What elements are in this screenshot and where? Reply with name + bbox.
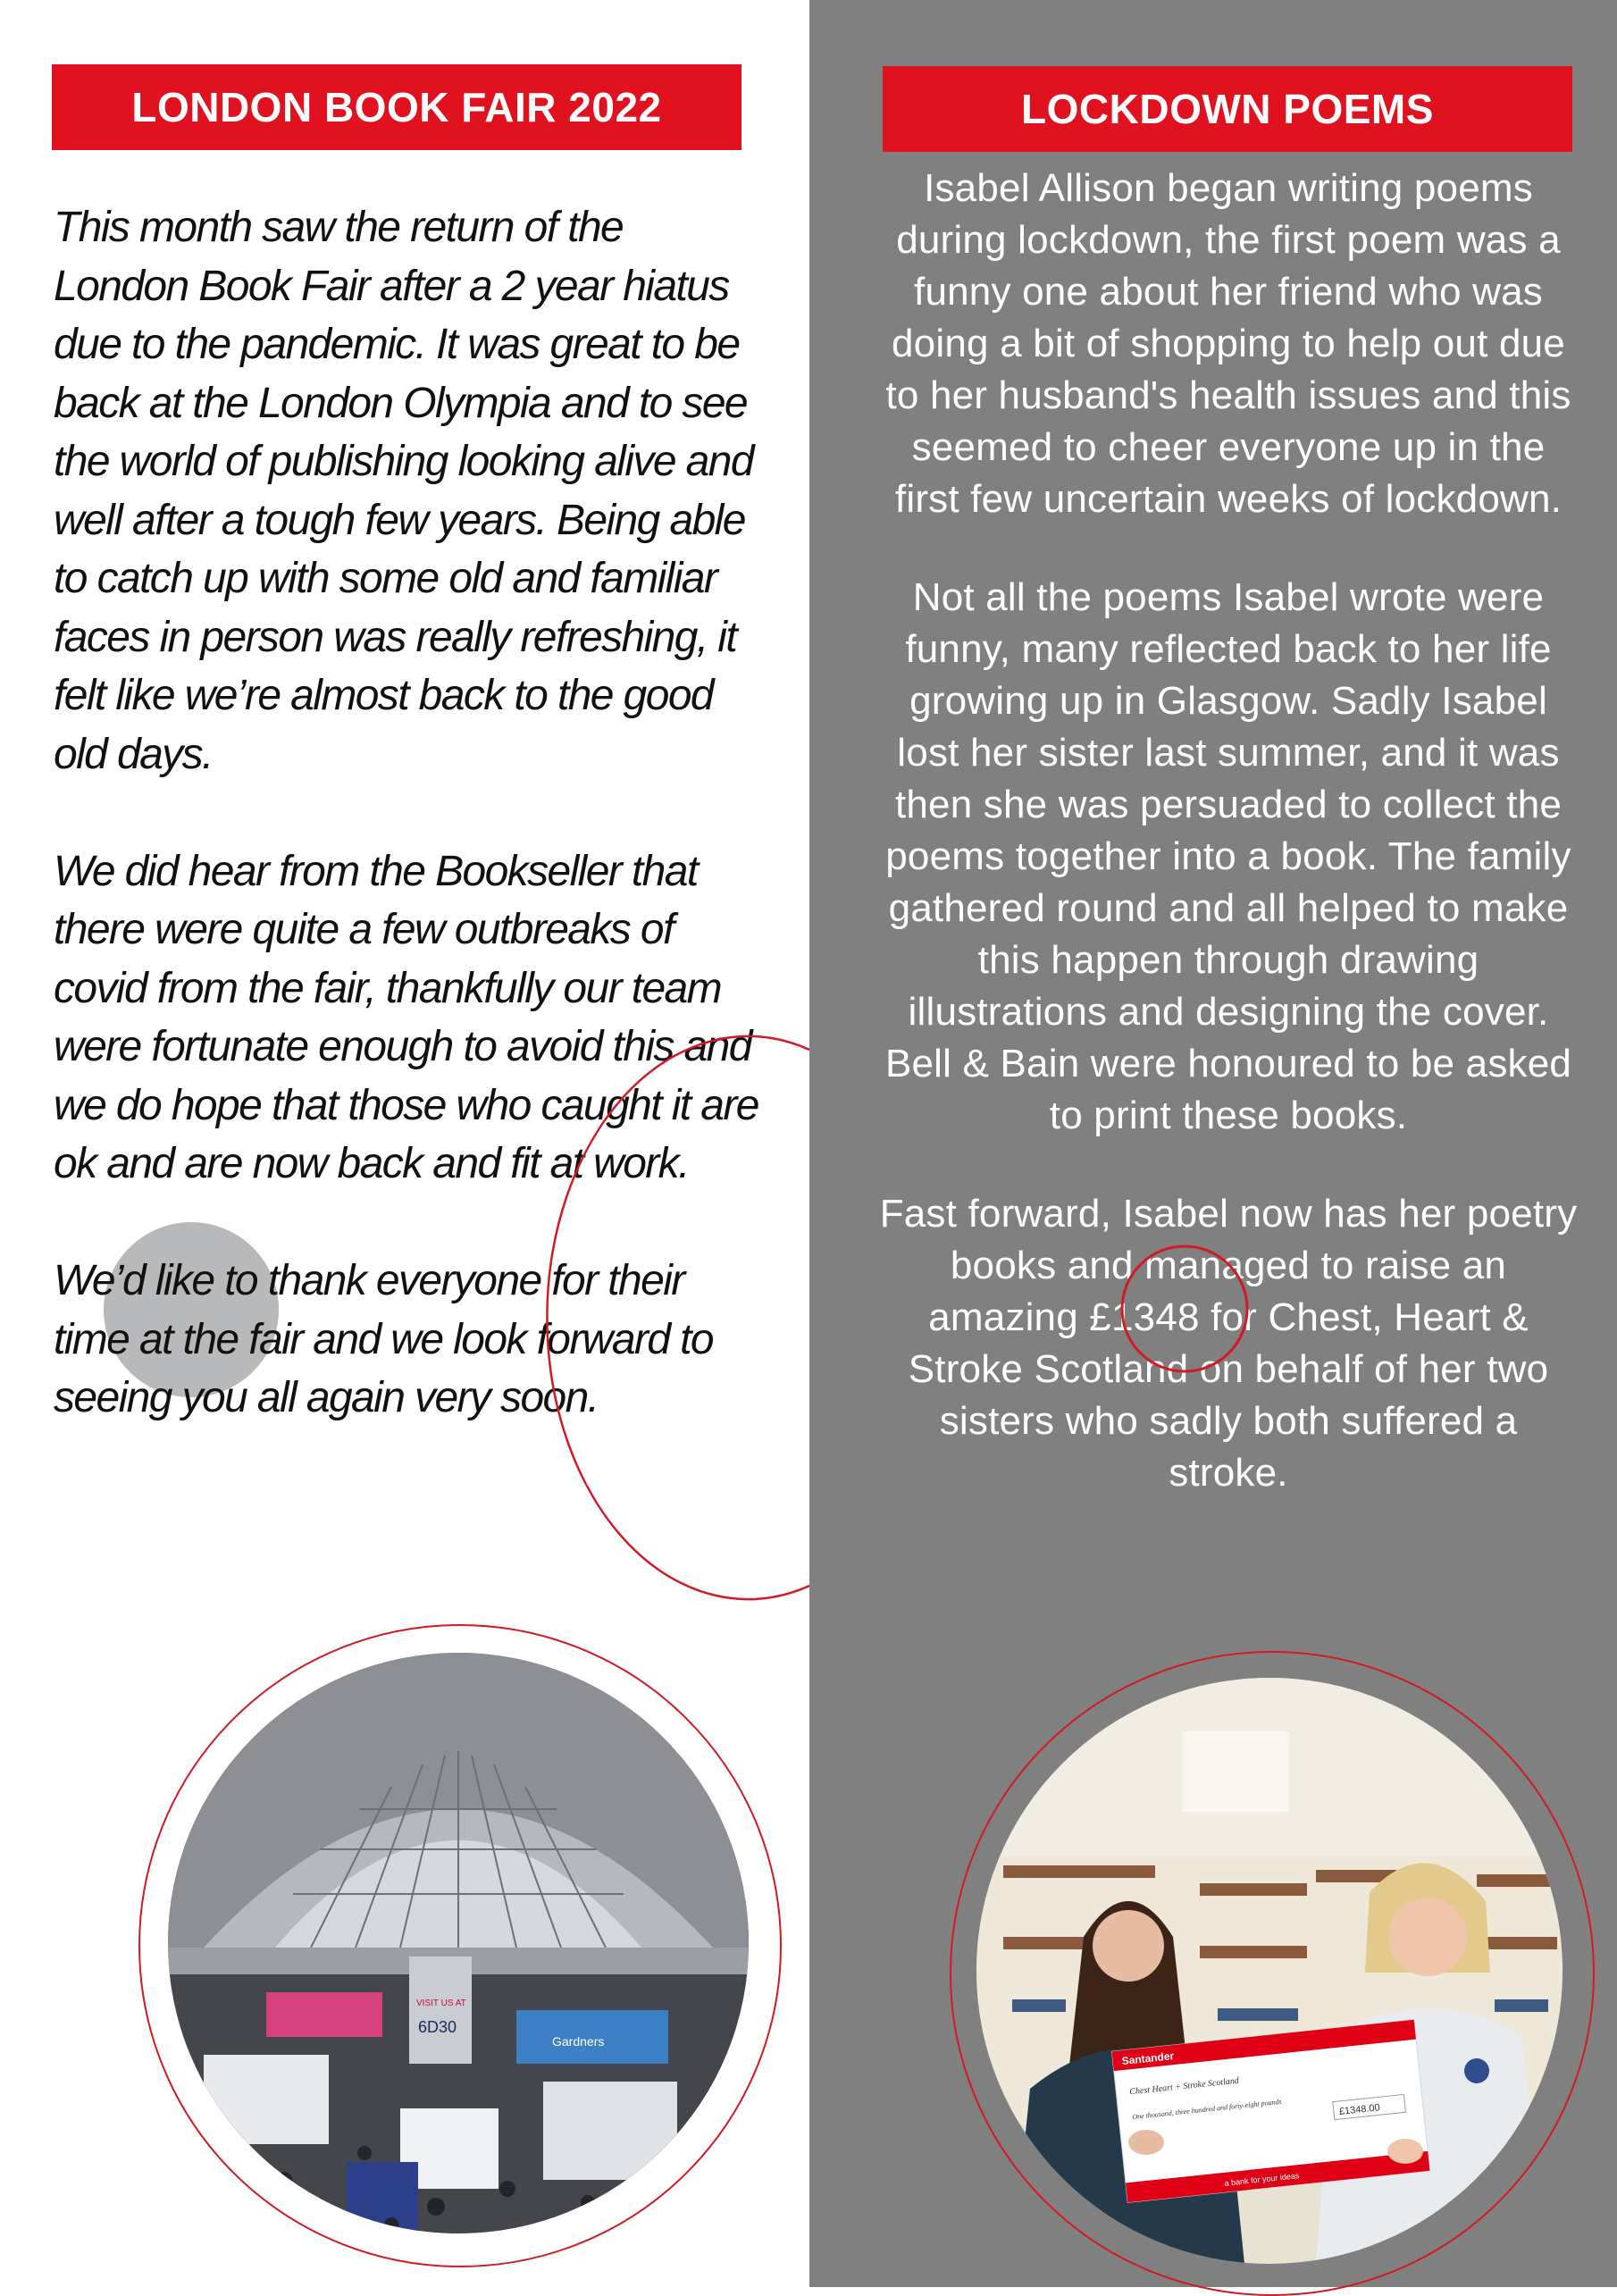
- cheque-footer: a bank for your ideas: [1224, 2171, 1300, 2188]
- poems-paragraph-3: Fast forward, Isabel now has her poetry books and managed to raise an amazing £1348 for Chest, Heart & Stroke Scotland on behalf of her two sisters who sadly both suffered a stroke.: [879, 1192, 1578, 1495]
- lockdown-poems-article: [876, 163, 1581, 1546]
- book-fair-paragraph-2: We did hear from the Bookseller that there were quite a few outbreaks of covid from the fair, thankfully our team were fortunate enough to avoid this and we do hope that those who caught it are ok and are now back and fit at work.: [54, 847, 758, 1187]
- woman-hand: [1387, 2139, 1423, 2164]
- gardners-sign: Gardners: [552, 2034, 605, 2049]
- girl-face: [1093, 1910, 1164, 1982]
- girl-hand: [1128, 2130, 1164, 2155]
- cheque: [1112, 2020, 1430, 2203]
- book-fair-hall-photo: [168, 1653, 749, 2233]
- visit-us-sign: VISIT US AT: [416, 1999, 466, 2008]
- book-fair-paragraph-1: This month saw the return of the London Book Fair after a 2 year hiatus due to the pandemic. It was great to be back at the London Olympia and to see the world of publishing looking alive and well after a tough few years. Being able to catch up with some old and familiar faces in person was really refreshing, it felt like we’re almost back to the good old days.: [54, 204, 753, 778]
- cheque-presentation-photo: [976, 1678, 1563, 2264]
- cheque-amount-words: One thousand, three hundred and forty-eight pounds: [1131, 2097, 1282, 2122]
- cheque-payee: Chest Heart + Stroke Scotland: [1128, 2075, 1240, 2098]
- book-fair-paragraph-3: We’d like to thank everyone for their time at the fair and we look forward to seeing you all again very soon.: [54, 1257, 713, 1421]
- cheque-amount: £1348.00: [1338, 2102, 1381, 2118]
- woman-badge: [1464, 2058, 1489, 2083]
- london-book-fair-banner: LONDON BOOK FAIR 2022: [52, 64, 741, 150]
- poems-paragraph-2: Not all the poems Isabel wrote were funny, many reflected back to her life growing up in Glasgow. Sadly Isabel lost her sister last summer, and it was then she was persuaded to collect the poems together into a book. The family gathered round and all helped to make this happen through drawing illustrations and designing the cover. Bell & Bain were honoured to be asked to print these books.: [884, 575, 1572, 1137]
- stand-number-sign: 6D30: [418, 2018, 457, 2036]
- book-fair-article: [54, 198, 759, 1486]
- lockdown-poems-banner: LOCKDOWN POEMS: [883, 66, 1572, 152]
- poems-paragraph-1: Isabel Allison began writing poems during lockdown, the first poem was a funny one about her friend who was doing a bit of shopping to help out due to her husband's health issues and this seemed to cheer everyone up in the first few uncertain weeks of lockdown.: [885, 166, 1571, 521]
- woman-face: [1388, 1898, 1467, 1976]
- cheque-bank-label: Santander: [1120, 2049, 1175, 2068]
